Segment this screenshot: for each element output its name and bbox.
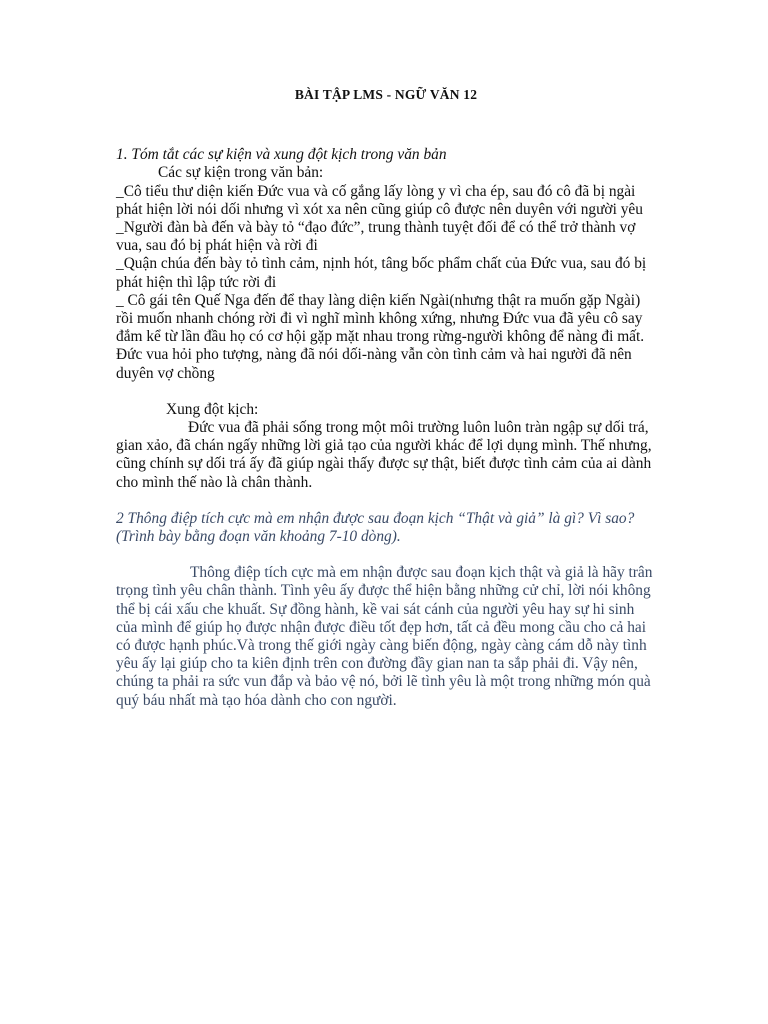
question-2-answer: Thông điệp tích cực mà em nhận được sau đoạn kịch thật và giả là hãy trân trọng tình yêu chân thành. Tình yêu ấy được thể hiện bằng những cử chỉ, lời nói không thể bị cái xấu che khuất. Sự đồng hành, kề vai sát cánh của người yêu hay sự hi sinh của mình để giúp họ được nhận được điều tốt đẹp hơn, tất cả đều mong cầu cho cả hai có được hạnh phúc.Và trong thế giới ngày càng biến động, ngày càng cám dỗ này tình yêu ấy lại giúp cho ta kiên định trên con đường đầy gian nan ta sắp phải đi. Vậy nên, chúng ta phải ra sức vun đắp và bảo vệ nó, bởi lẽ tình yêu là một trong những món quà quý báu nhất mà tạo hóa dành cho con người.: [116, 564, 653, 709]
question-2-block: [116, 510, 656, 710]
event-item-2: _Người đàn bà đến và bày tỏ “đạo đức”, trung thành tuyệt đối để có thể trở thành vợ vua, sau đó bị phát hiện và rời đi: [116, 219, 636, 255]
document-page: [116, 86, 656, 710]
events-label: Các sự kiện trong văn bản:: [158, 164, 324, 182]
paragraph-spacer: [116, 383, 656, 401]
event-item-1: _Cô tiểu thư diện kiến Đức vua và cố gắng lấy lòng y vì cha ép, sau đó cô đã bị ngài phát hiện lời nói dối nhưng vì xót xa nên cũng giúp cô được nên duyên với người yêu: [116, 182, 643, 218]
question-2-heading: 2 Thông điệp tích cực mà em nhận được sau đoạn kịch “Thật và giả” là gì? Vì sao? (Trình bày bằng đoạn văn khoảng 7-10 dòng).: [116, 509, 635, 546]
document-title: BÀI TẬP LMS - NGỮ VĂN 12: [294, 87, 478, 102]
conflict-text: Đức vua đã phải sống trong một môi trường luôn luôn tràn ngập sự dối trá, gian xảo, đã chán ngấy những lời giả tạo của người khác để lợi dụng mình. Thế nhưng, cũng chính sự dối trá ấy đã giúp ngài thấy được sự thật, biết được tình cảm của ai dành cho mình thế nào là chân thành.: [116, 419, 652, 491]
question-1-heading: 1. Tóm tắt các sự kiện và xung đột kịch trong văn bản: [116, 146, 447, 164]
event-item-3: _Quận chúa đến bày tỏ tình cảm, nịnh hót, tâng bốc phẩm chất của Đức vua, sau đó bị phát hiện thì lập tức rời đi: [116, 255, 647, 291]
event-item-4: _ Cô gái tên Quế Nga đến để thay làng diện kiến Ngài(nhưng thật ra muốn gặp Ngài) rồi muốn nhanh chóng rời đi vì nghĩ mình không xứng, nhưng Đức vua đã yêu cô say đắm kể từ lần đầu họ có cơ hội gặp mặt nhau trong rừng-người không để nàng đi mất. Đức vua hỏi pho tượng, nàng đã nói dối-nàng vẫn còn tình cảm và hai người đã nên duyên vợ chồng: [116, 291, 645, 382]
conflict-label: Xung đột kịch:: [166, 400, 259, 418]
